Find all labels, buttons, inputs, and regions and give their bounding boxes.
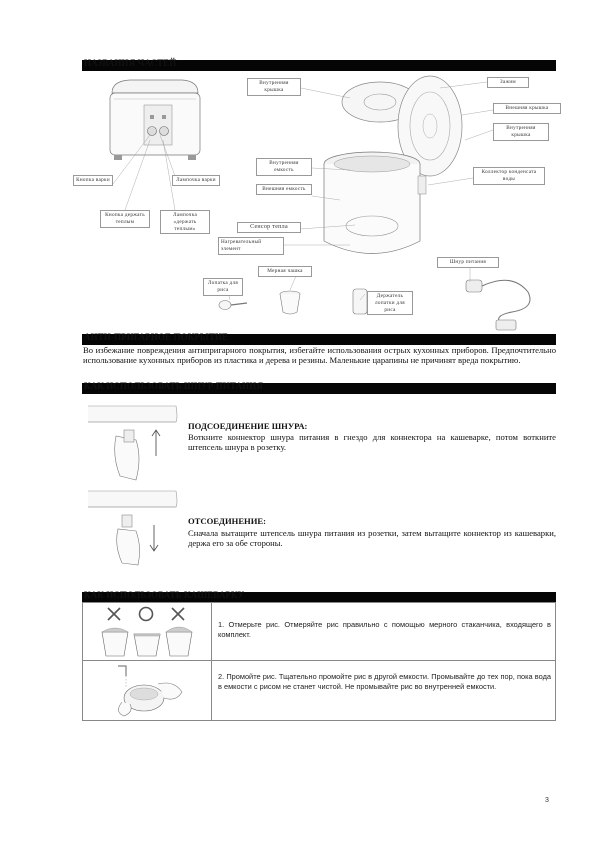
section-title-nonstick: АНТИ-ПРИГАРНОЕ ПОКРЫТИЕ bbox=[84, 332, 229, 342]
label-cook-lamp: Лампочка варки bbox=[172, 175, 220, 186]
label-spoon-holder: Держатель лопатки для риса bbox=[367, 291, 413, 315]
section-title-parts: НАЗВАНИЯ ЧАСТЕЙ bbox=[84, 58, 177, 68]
label-inner-pot: Внутренняя емкость bbox=[256, 158, 312, 176]
usage-step-1: 1. Отмерьте рис. Отмеряйте рис правильно с помощью мерного стаканчика, входящего в комплект. bbox=[218, 620, 551, 639]
cord-disconnect-illustration bbox=[86, 485, 181, 575]
label-outer-pot: Внешняя емкость bbox=[256, 184, 312, 195]
section-title-usage: КАК ИСПОЛЬЗОВАТЬ КАШЕВАРКУ bbox=[84, 590, 245, 600]
label-heating-element: Нагревательный элемент bbox=[218, 237, 284, 255]
label-inner-lid: Внутренняя крышка bbox=[247, 78, 301, 96]
label-warm-button: Кнопка держать теплым bbox=[100, 210, 150, 228]
label-warm-lamp: Лампочка «держать теплым» bbox=[160, 210, 210, 234]
label-heat-sensor: Сенсор тепла bbox=[237, 222, 301, 233]
cord-disconnect-title: ОТСОЕДИНЕНИЕ: bbox=[188, 516, 267, 526]
cord-connect-text: Воткните коннектор шнура питания в гнездо для коннектора на кашеварке, потом воткните штепсель шнура в розетку. bbox=[188, 432, 556, 453]
page-number: 3 bbox=[545, 797, 549, 804]
label-power-cord: Шнур питания bbox=[437, 257, 499, 268]
label-inner-lid-2: Внутренняя крышка bbox=[493, 123, 549, 141]
label-rice-spoon: Лопатка для риса bbox=[203, 278, 243, 296]
cord-connect-title: ПОДСОЕДИНЕНИЕ ШНУРА: bbox=[188, 421, 308, 431]
wash-rice-illustration bbox=[104, 662, 188, 718]
usage-step-2: 2. Промойте рис. Тщательно промойте рис в другой емкости. Промывайте до тех пор, пока вода в емкости с рисом не станет чистой. Не промывайте рис во внутренней емкости. bbox=[218, 672, 551, 691]
table-row-divider bbox=[83, 660, 555, 661]
measure-rice-illustration bbox=[96, 604, 200, 658]
label-measuring-cup: Мерная чашка bbox=[258, 266, 312, 277]
label-clamp: Зажим bbox=[487, 77, 529, 88]
table-column-divider bbox=[211, 603, 212, 720]
cord-connect-illustration bbox=[86, 396, 181, 486]
label-cook-button: Кнопка варки bbox=[73, 175, 113, 186]
section-title-cord: КАК ИСПОЛЬЗОВАТЬ ШНУР ПИТАНИЯ bbox=[84, 381, 263, 391]
label-outer-lid: Внешняя крышка bbox=[493, 103, 561, 114]
nonstick-paragraph: Во избежание повреждения антипригарного покрытия, избегайте использования острых кухонных приборов. Предпочтительно использование кухонных приборов из пластика и дерева и резины. Маленькие царапины не причинят вреда покрытию. bbox=[83, 345, 556, 366]
label-condensate-collector: Коллектор конденсата воды bbox=[473, 167, 545, 185]
cord-disconnect-text: Сначала вытащите штепсель шнура питания из розетки, затем вытащите коннектор из кашеварки, держа его за обе стороны. bbox=[188, 528, 556, 549]
